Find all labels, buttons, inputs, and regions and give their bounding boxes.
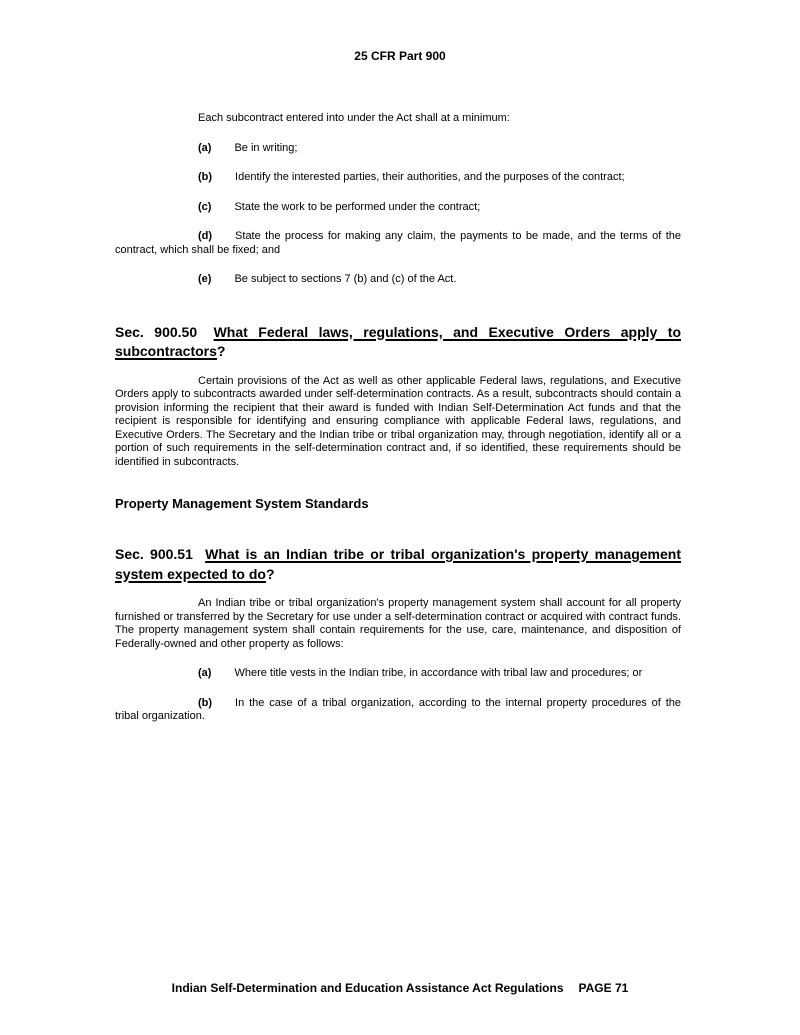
content-column	[115, 112, 681, 724]
intro-lead: Each subcontract entered into under the Act shall at a minimum:	[198, 112, 510, 124]
list-item-label: (b)	[198, 171, 213, 183]
section-title-suffix: ?	[216, 343, 226, 359]
footer-page-number: PAGE 71	[578, 981, 629, 995]
list-item-a	[115, 142, 681, 156]
section-900-51-heading	[115, 545, 681, 584]
section-900-51-body: An Indian tribe or tribal organization's property management system shall account for all property furnished or transferred by the Secretary for use under a self-determination contract or acquired with contract funds. The property management system shall contain requirements for the use, care, maintenance, and disposition of Federally-owned and other property as follows:	[115, 597, 681, 650]
section-number: Sec. 900.51	[115, 546, 193, 562]
page-footer	[0, 982, 800, 995]
list-item-51-a	[115, 667, 681, 681]
list-item-text: Identify the interested parties, their authorities, and the purposes of the contract;	[235, 171, 625, 183]
list-item-text: Be in writing;	[234, 141, 298, 154]
list-item-d	[115, 230, 681, 257]
list-item-text: State the work to be performed under the contract;	[234, 200, 481, 213]
list-item-text: Where title vests in the Indian tribe, in accordance with tribal law and procedures; or	[234, 667, 643, 679]
list-item-label: (c)	[198, 200, 212, 213]
page-header: 25 CFR Part 900	[354, 49, 446, 63]
property-standards-subheading: Property Management System Standards	[115, 496, 369, 511]
section-title-suffix: ?	[265, 565, 275, 582]
list-item-text: In the case of a tribal organization, according to the internal property procedures of the tribal organization.	[115, 696, 681, 722]
section-900-50-heading	[115, 323, 681, 362]
list-item-label: (d)	[198, 230, 213, 242]
footer-title: Indian Self-Determination and Education Assistance Act Regulations	[171, 981, 564, 995]
list-item-label: (a)	[198, 667, 212, 679]
list-item-label: (b)	[198, 696, 213, 709]
list-item-label: (a)	[198, 141, 212, 154]
list-item-label: (e)	[198, 273, 212, 285]
list-item-51-b	[115, 697, 681, 724]
section-title: What is an Indian tribe or tribal organization's property management system expected to do	[115, 546, 681, 582]
list-item-text: State the process for making any claim, the payments to be made, and the terms of the contract, which shall be fixed; and	[115, 230, 681, 256]
section-number: Sec. 900.50	[115, 323, 198, 340]
list-item-e	[115, 273, 681, 287]
section-title: What Federal laws, regulations, and Executive Orders apply to subcontractors	[115, 323, 681, 359]
section-900-50-body: Certain provisions of the Act as well as other applicable Federal laws, regulations, and Executive Orders apply to subcontracts awarded under self-determination contracts. As a result, subcontracts should contain a provision informing the recipient that their award is funded with Indian Self-Determination Act funds and that the recipient is responsible for identifying and ensuring compliance with applicable Federal laws, regulations, and Executive Orders. The Secretary and the Indian tribe or tribal organization may, through negotiation, identify all or a portion of such requirements in the self-determination contract and, if so identified, these requirements should be identified in subcontracts.	[115, 374, 681, 468]
list-item-text: Be subject to sections 7 (b) and (c) of the Act.	[234, 273, 457, 285]
list-item-b	[115, 171, 681, 185]
list-item-c	[115, 201, 681, 215]
